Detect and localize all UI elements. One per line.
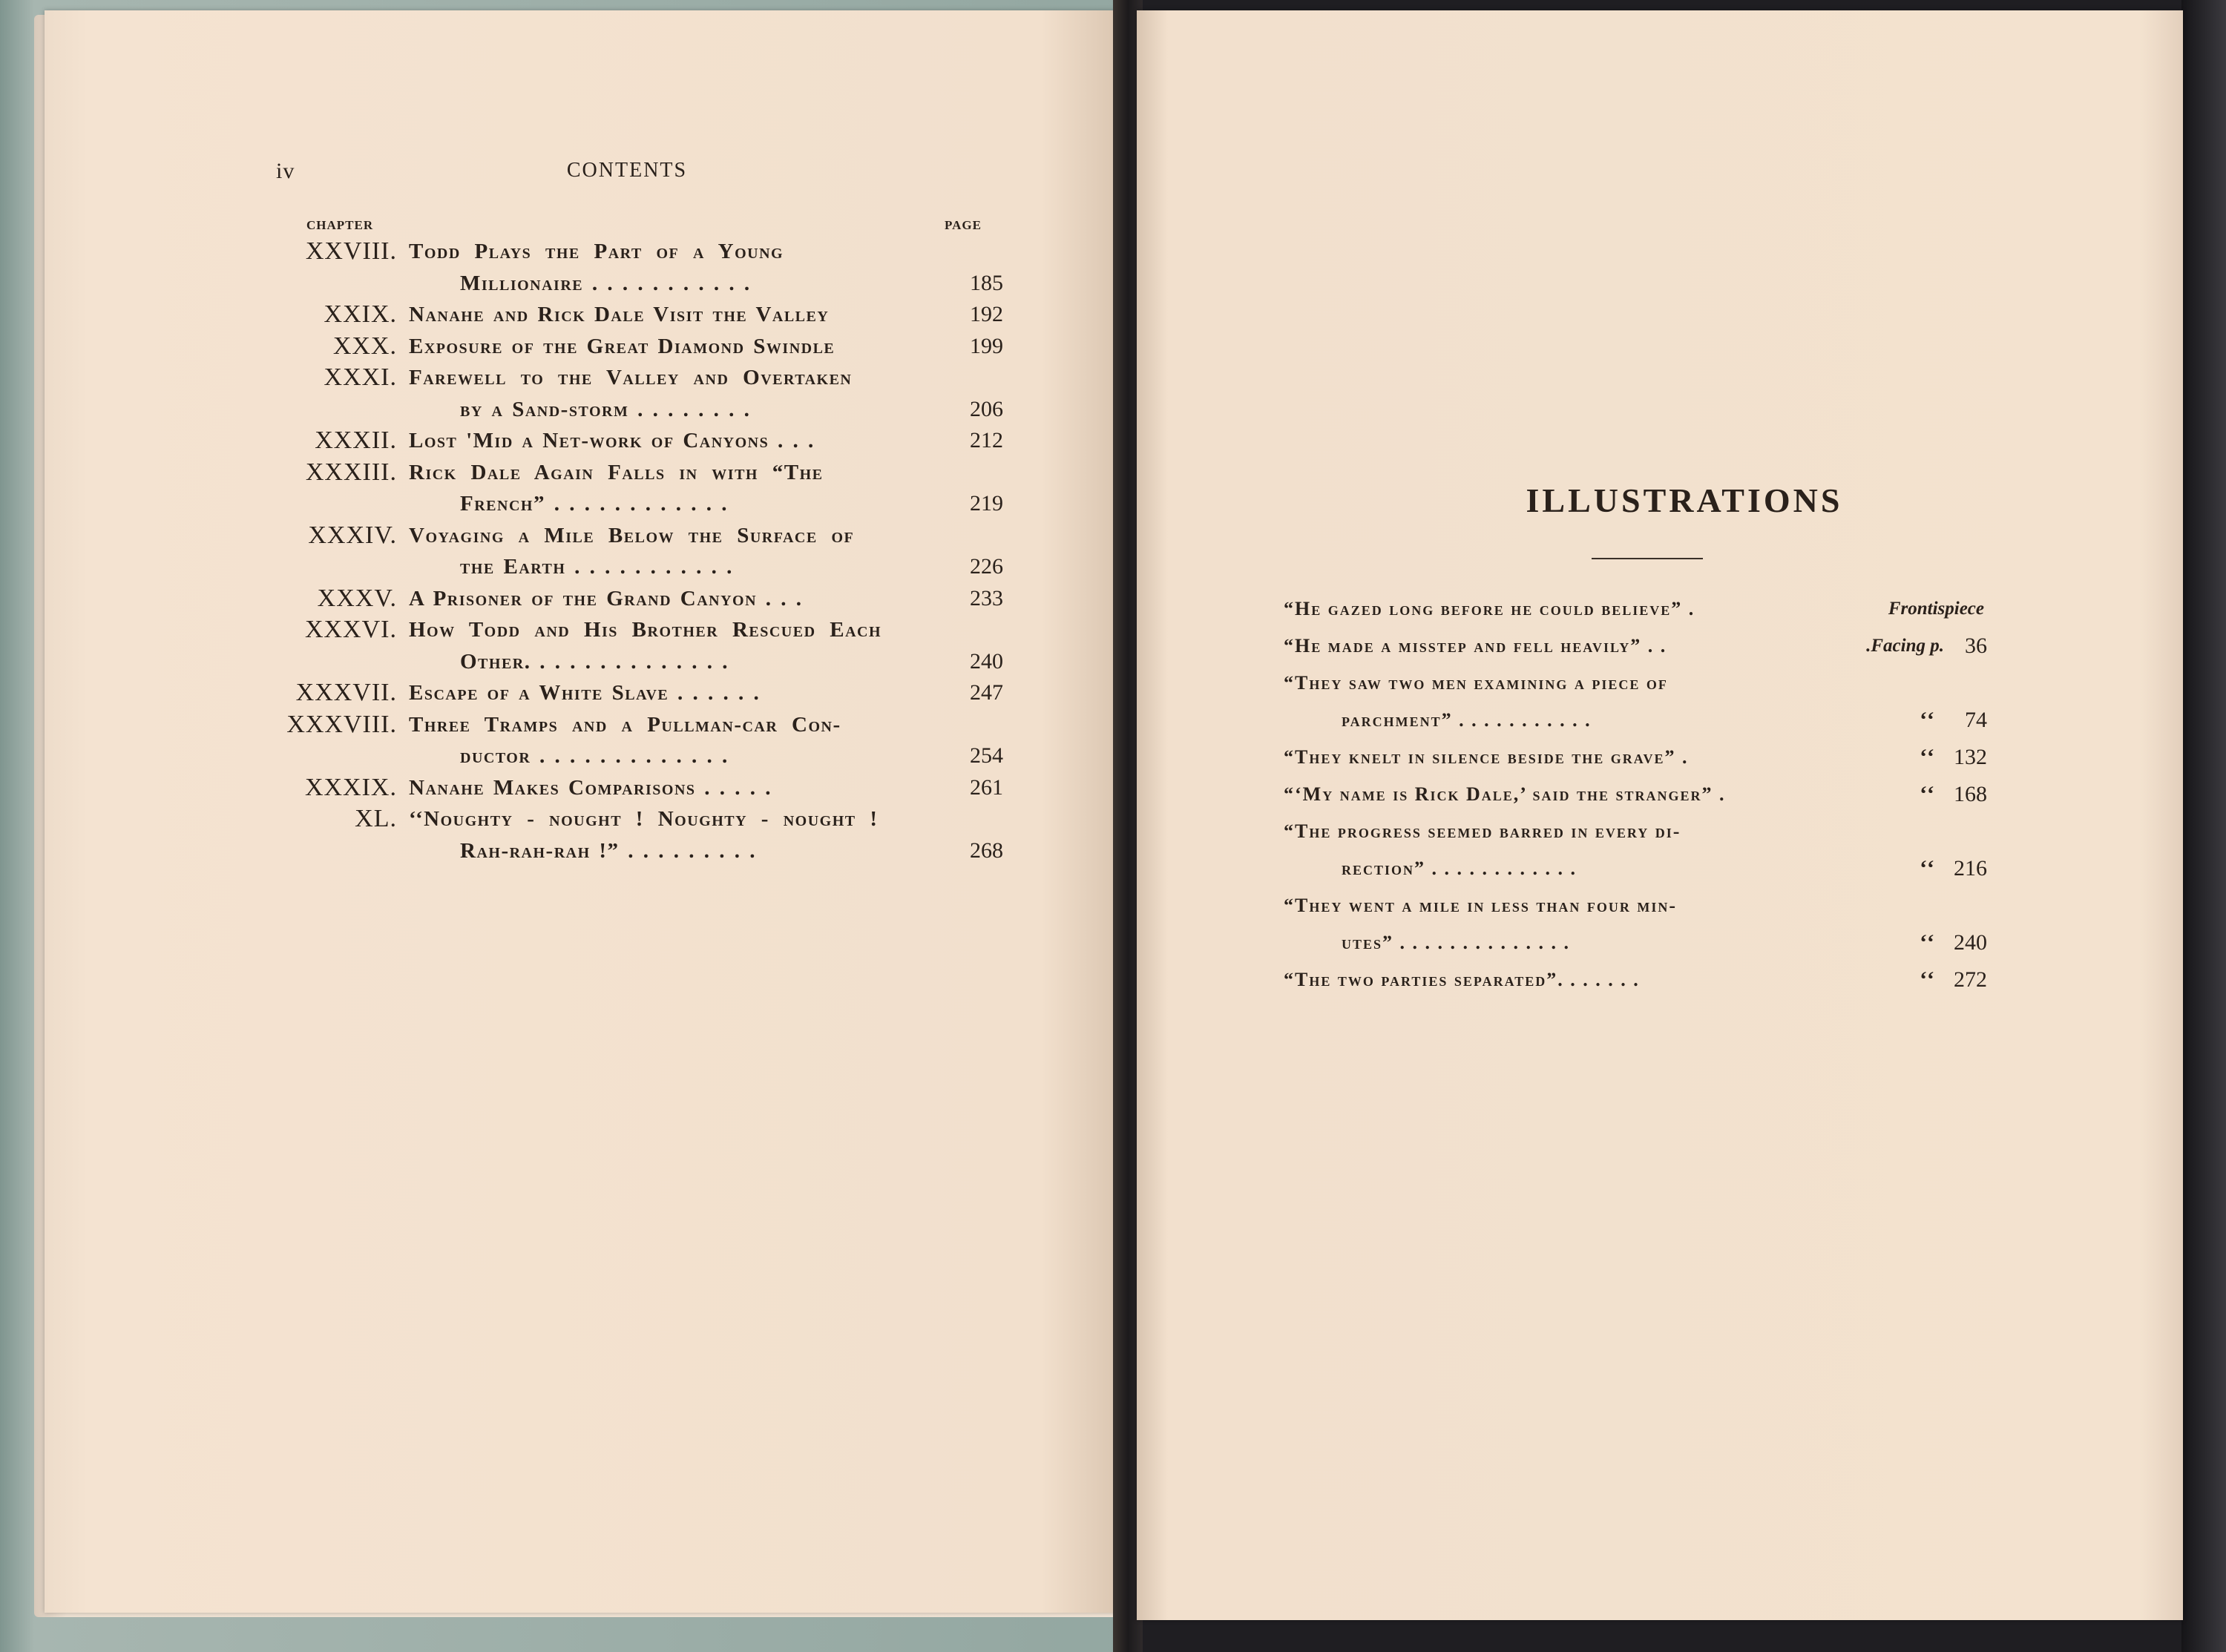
chapter-title: Lost 'Mid a Net-work of Canyons . . . — [409, 429, 815, 453]
illustration-caption: “The progress seemed barred in every di- — [1284, 820, 1681, 842]
chapter-number: XXXVII. — [295, 679, 397, 706]
illustration-line — [1284, 776, 2026, 813]
ditto-mark: ‘‘ — [1920, 967, 1936, 992]
contents-entry — [267, 236, 1003, 299]
contents-entry — [267, 709, 1003, 772]
page-number: 199 — [970, 333, 1003, 358]
contents-line — [267, 425, 1003, 457]
page-number: 185 — [970, 270, 1003, 295]
ditto-mark: ‘‘ — [1920, 782, 1936, 806]
illustration-caption: “They knelt in silence beside the grave” . — [1284, 746, 1689, 768]
contents-line — [267, 394, 1003, 426]
illustration-line — [1284, 665, 2026, 702]
chapter-title: Voyaging a Mile Below the Surface of — [409, 523, 855, 547]
contents-entry — [267, 677, 1003, 709]
contents-line — [267, 551, 1003, 583]
page-number: 192 — [970, 302, 1003, 326]
contents-line — [267, 646, 1003, 678]
chapter-title: Other. . . . . . . . . . . . . . — [460, 649, 729, 674]
contents-list — [267, 236, 1003, 866]
illustrations-title: ILLUSTRATIONS — [1526, 481, 1843, 519]
chapter-title: Rah-rah-rah !” . . . . . . . . . — [460, 838, 757, 863]
contents-line — [267, 677, 1003, 709]
chapter-title: ‘‘Noughty - nought ! Noughty - nought ! — [409, 807, 879, 831]
contents-entry — [267, 583, 1003, 615]
contents-line — [267, 835, 1003, 867]
chapter-number: XXXV. — [317, 584, 397, 612]
ditto-mark: ‘‘ — [1920, 745, 1936, 769]
illustration-entry — [1284, 628, 2026, 665]
chapter-title: ductor . . . . . . . . . . . . . — [460, 744, 729, 768]
illustration-entry — [1284, 590, 2026, 628]
illustration-entry — [1284, 776, 2026, 813]
contents-line — [267, 520, 994, 552]
chapter-number: XXXIV. — [308, 521, 397, 549]
contents-entry — [267, 520, 1003, 583]
page-number: 268 — [970, 837, 1003, 863]
illustration-entry — [1284, 813, 2026, 887]
contents-line — [267, 772, 1003, 804]
chapter-title: Nanahe Makes Comparisons . . . . . — [409, 775, 772, 800]
page-number: 226 — [970, 554, 1003, 579]
chapter-title: Nanahe and Rick Dale Visit the Valley — [409, 303, 830, 326]
chapter-number: XXXVIII. — [286, 710, 397, 738]
column-head-chapter: CHAPTER — [306, 218, 374, 232]
illustration-caption: “They went a mile in less than four min- — [1284, 895, 1678, 916]
page-number: 240 — [1954, 930, 1987, 955]
illustration-caption: “They saw two men examining a piece of — [1284, 672, 1668, 694]
page-number: 233 — [970, 585, 1003, 611]
chapter-title: by a Sand-storm . . . . . . . . — [460, 397, 751, 421]
illustration-line — [1284, 887, 2026, 924]
chapter-title: A Prisoner of the Grand Canyon . . . — [409, 586, 803, 611]
illustrations-list — [1284, 590, 2026, 998]
chapter-title: Exposure of the Great Diamond Swindle — [409, 334, 835, 358]
illustration-entry — [1284, 665, 2026, 739]
contents-entry — [267, 425, 1003, 457]
facing-label: .Facing p. — [1866, 636, 1944, 656]
contents-line — [267, 614, 994, 646]
contents-line — [267, 299, 1003, 331]
chapter-number: XXVIII. — [305, 237, 397, 265]
contents-entry — [267, 299, 1003, 331]
illustration-line — [1284, 702, 2026, 739]
title-rule — [1592, 558, 1703, 559]
page-number: 247 — [970, 680, 1003, 705]
contents-line — [267, 331, 1003, 363]
chapter-title: Millionaire . . . . . . . . . . . — [460, 271, 751, 295]
page-number: 74 — [1965, 708, 1987, 732]
illustration-caption: parchment” . . . . . . . . . . . — [1342, 709, 1592, 731]
chapter-title: the Earth . . . . . . . . . . . — [460, 555, 733, 579]
contents-line — [267, 236, 994, 268]
chapter-title: How Todd and His Brother Rescued Each — [409, 618, 882, 642]
chapter-title: Todd Plays the Part of a Young — [409, 240, 784, 263]
page-folio: iv — [276, 159, 295, 183]
page-number: 272 — [1954, 967, 1987, 992]
chapter-number: XXXIX. — [304, 773, 397, 801]
page-number: 261 — [970, 774, 1003, 800]
illustration-entry — [1284, 961, 2026, 998]
chapter-number: XXX. — [332, 332, 397, 360]
contents-line — [267, 583, 1003, 615]
contents-entry — [267, 614, 1003, 677]
illustration-line — [1284, 924, 2026, 961]
illustration-line — [1284, 961, 2026, 998]
illustration-entry — [1284, 739, 2026, 776]
contents-line — [267, 362, 994, 394]
page-number: 36 — [1965, 634, 1987, 658]
chapter-title: Three Tramps and a Pullman-car Con- — [409, 712, 841, 737]
illustration-line — [1284, 628, 2026, 665]
cover-edge-right — [2181, 0, 2226, 1652]
contents-entry — [267, 457, 1003, 520]
chapter-number: XXIX. — [324, 300, 397, 328]
chapter-number: XXXI. — [324, 363, 397, 391]
illustration-line — [1284, 590, 2026, 628]
illustration-line — [1284, 850, 2026, 887]
illustration-caption: “‘My name is Rick Dale,’ said the stranger” . — [1284, 783, 1726, 805]
page-number: 168 — [1954, 782, 1987, 806]
contents-entry — [267, 331, 1003, 363]
ditto-mark: ‘‘ — [1920, 708, 1936, 732]
facing-label: Frontispiece — [1888, 599, 1984, 619]
contents-line — [267, 488, 1003, 520]
column-head-page: PAGE — [945, 218, 982, 232]
chapter-number: XXXII. — [315, 427, 397, 454]
page-number: 254 — [970, 743, 1003, 768]
contents-line — [267, 709, 994, 741]
illustration-caption: “He gazed long before he could believe” . — [1284, 598, 1695, 619]
chapter-title: Farewell to the Valley and Overtaken — [409, 366, 853, 389]
ditto-mark: ‘‘ — [1920, 856, 1936, 881]
illustration-line — [1284, 739, 2026, 776]
page-number: 219 — [970, 491, 1003, 516]
contents-line — [267, 740, 1003, 772]
chapter-title: Escape of a White Slave . . . . . . — [409, 681, 761, 705]
page-number: 212 — [970, 428, 1003, 453]
ditto-mark: ‘‘ — [1920, 930, 1936, 955]
chapter-number: XXXIII. — [305, 458, 397, 486]
contents-entry — [267, 362, 1003, 425]
running-head: CONTENTS — [566, 159, 688, 182]
page-number: 216 — [1954, 856, 1987, 881]
page-number: 206 — [970, 396, 1003, 421]
contents-line — [267, 803, 994, 835]
chapter-title: French” . . . . . . . . . . . . — [460, 492, 728, 516]
illustration-entry — [1284, 887, 2026, 961]
chapter-number: XXXVI. — [304, 616, 397, 643]
illustration-line — [1284, 813, 2026, 850]
illustration-caption: rection” . . . . . . . . . . . . — [1342, 858, 1577, 879]
contents-line — [267, 268, 1003, 300]
page-number: 132 — [1954, 745, 1987, 769]
illustration-caption: utes” . . . . . . . . . . . . . . — [1342, 932, 1571, 953]
contents-line — [267, 457, 994, 489]
illustration-caption: “He made a misstep and fell heavily” . . — [1284, 635, 1667, 656]
page-number: 240 — [970, 648, 1003, 674]
chapter-number: XL. — [355, 805, 397, 832]
contents-entry — [267, 772, 1003, 804]
illustration-caption: “The two parties separated”. . . . . . . — [1284, 969, 1640, 990]
chapter-title: Rick Dale Again Falls in with “The — [409, 460, 824, 484]
contents-entry — [267, 803, 1003, 866]
